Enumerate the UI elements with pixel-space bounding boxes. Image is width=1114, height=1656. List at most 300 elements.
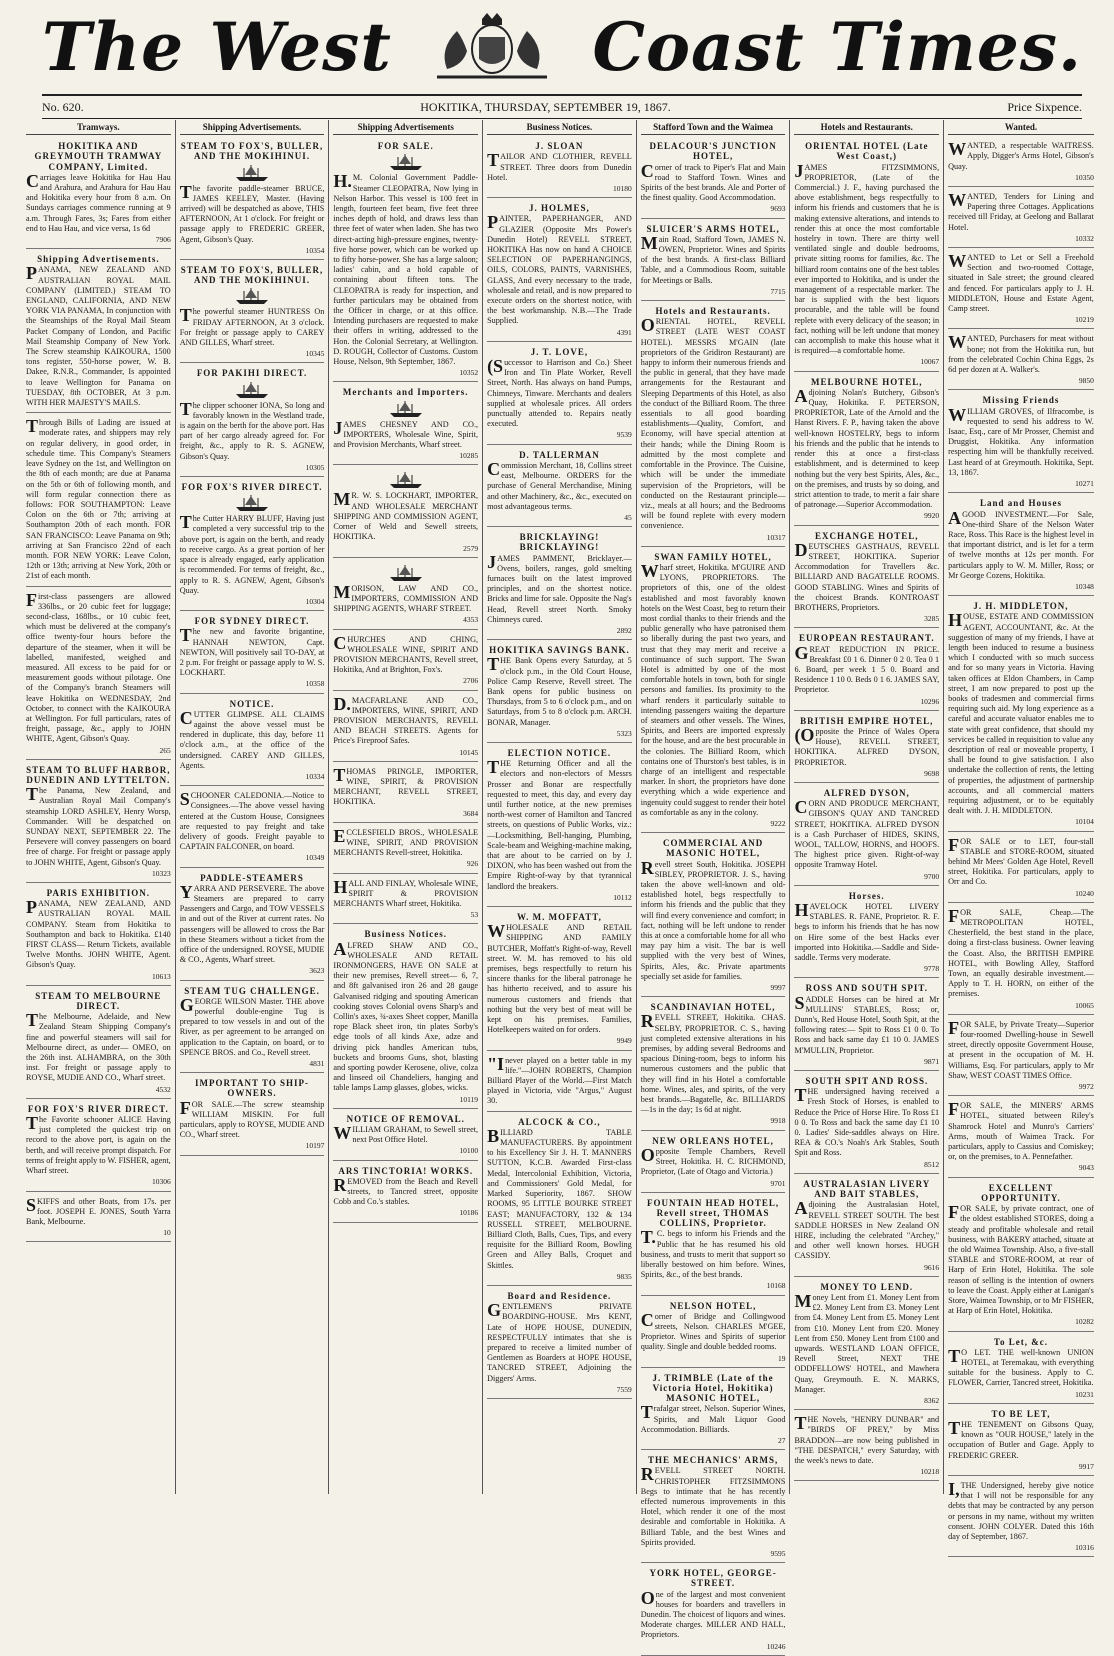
- ad-reference-number: 9539: [616, 430, 632, 440]
- ad-heading: DELACOUR'S JUNCTION HOTEL,: [649, 141, 777, 162]
- ad-reference-number: 10104: [1075, 817, 1094, 827]
- ad-body: JAMES PAMMENT, Bricklayer.—Ovens, boilers, ranges, gold smelting furnaces built on the latest improved principles, and on the shortest notice. Bricks and lime for sale. Opposite the Nag's Head, Revell street North. Smoky Chimneys cured.: [487, 551, 632, 624]
- advertisement: [948, 1406, 1094, 1476]
- ad-reference-number: 9698: [924, 768, 940, 778]
- ad-reference-number: 10350: [1075, 172, 1094, 182]
- advertisement: [487, 529, 632, 640]
- ad-reference-number: 7715: [770, 286, 786, 296]
- ad-reference-number: 10316: [1075, 1543, 1094, 1553]
- ad-body: SCHOONER CALEDONIA.—Notice to Consignees.—The above vessel having entered at the Custom House, Consignees are requested to pay freight and take delivery of goods. Freight payable to CAPTAIN FALCONER, on board.: [179, 789, 325, 852]
- ad-heading: STEAM TO FOX'S, BULLER, AND THE MOKIHINUI.: [180, 141, 324, 162]
- ad-heading: AUSTRALASIAN LIVERY AND BAIT STABLES,: [803, 1178, 931, 1200]
- ad-reference-number: 10613: [151, 971, 171, 981]
- ad-reference-number: 10145: [459, 747, 479, 757]
- advertisement: [641, 221, 786, 301]
- ad-reference-number: 4831: [309, 1059, 325, 1069]
- advertisement: [794, 630, 939, 710]
- ad-reference-number: 9850: [1078, 376, 1094, 386]
- advertisement: [487, 1288, 632, 1399]
- ad-reference-number: 10180: [613, 184, 632, 194]
- advertisement: [180, 365, 325, 477]
- advertisement: [180, 983, 325, 1074]
- advertisement: [26, 138, 171, 249]
- ad-body: THOMAS PRINGLE, IMPORTER, WINE, SPIRIT, & PROVISION MERCHANT, REVELL STREET, HOKITIKA.: [333, 764, 479, 807]
- ad-reference-number: 10282: [1075, 1317, 1094, 1327]
- ad-body: REVELL STREET, Hokitika. CHAS. SELBY, PROPRIETOR. C. S., having just completed extensive alterations in his premises, by adding several Bedrooms and spacious Dining-room, begs to inform his numerous customers and the public that they will find in his Hotel a comfortable home. Wines, ales, and spirits, of the very best brands.—Bagatelle, &c. BILLIARDS—1s in the day; 1s 6d at night.: [640, 1011, 786, 1115]
- ad-heading: EXCELLENT OPPORTUNITY.: [981, 1182, 1061, 1203]
- advertisement: [26, 251, 171, 413]
- advertisement: [641, 1298, 786, 1368]
- advertisement: [641, 1452, 786, 1563]
- ad-reference-number: 10354: [305, 245, 325, 255]
- ad-heading: THE MECHANICS' ARMS,: [647, 1455, 779, 1466]
- ad-reference-number: 53: [470, 910, 479, 920]
- ad-body: JAMES CHESNEY AND CO., IMPORTERS, Wholesale Wine, Spirit, and Provision Merchants, Wharf street.: [333, 417, 479, 450]
- ad-reference-number: 10218: [920, 1467, 940, 1477]
- ad-body: WANTED, Tenders for Lining and Papering three Cottages. Applications received till Friday, at Geelong and Ballarat Hotel.: [948, 190, 1094, 232]
- advertisement: [641, 138, 786, 218]
- advertisement: [180, 1075, 325, 1155]
- ad-body: The new and favorite brigantine, HANNAH NEWTON, Capt. NEWTON, Will positively sail TO-DAY, at 2 p.m. For freight or passage apply to W. S. LOCKHART.: [179, 625, 325, 678]
- ad-body: MORISON, LAW AND CO., IMPORTERS, COMMISSION AND SHIPPING AGENTS, WHARF STREET.: [333, 581, 479, 614]
- ad-body: Carriages leave Hokitika for Hau Hau and Arahura, and Arahura for Hau Hau and Hokitika every hour from 8 a.m. On Sundays carriages commence running at 9 a.m. Through Fares, 3s; Fares from either end to Hau Hau, and vice versa, 1s 6d: [26, 170, 171, 233]
- ad-heading: COMMERCIAL AND MASONIC HOTEL,: [662, 838, 764, 859]
- ship-icon: [234, 494, 270, 512]
- ad-heading: STEAM TUG CHALLENGE.: [184, 985, 320, 996]
- ad-body: GREAT REDUCTION IN PRICE. Breakfast £0 1 6. Dinner 0 2 0. Tea 0 1 6. Board, per week 1 5 0. Board and Residence 1 10 0. Beds 0 1 6. JAMES SAY, Proprietor.: [794, 642, 940, 695]
- ad-body: SKIFFS and other Boats, from 17s. per foot. JOSEPH E. JONES, South Yarra Bank, Melbourne.: [26, 1194, 171, 1226]
- ad-body: REVELL STREET NORTH. CHRISTOPHER FITZSIMMONS Begs to intimate that he has recently effected numerous improvements in this Hotel, which render it one of the most desirable and comfortable in Hokitika. A Billiard Table, and the best Wines and Spirits provided.: [640, 1464, 786, 1547]
- advertisement: [794, 1073, 939, 1174]
- ad-heading: BRICKLAYING! BRICKLAYING!: [519, 532, 600, 553]
- ad-body: FOR SALE, the MINERS' ARMS HOTEL, situated between Riley's Shamrock Hotel and Munro's Carriers' Arms, mouth of Waimea Track. For particulars, apply to Cassius and Comiskey; or, on the premises, to A. Pennefather.: [948, 1099, 1094, 1162]
- advertisement: [180, 262, 325, 363]
- ad-body: GEORGE WILSON Master. THE above powerful double-engine Tug is prepared to tow vessels in and out of the River, as per agreement to be arranged on application to the Captain, on board, or to SPENCE BROS. and Co., Revell street.: [179, 994, 325, 1057]
- ad-body: (Opposite the Prince of Wales Opera House), REVELL STREET, HOKITIKA. ALFRED DYSON, PROPRIETOR.: [794, 724, 940, 767]
- ad-body: FOR SALE.—The screw steamship WILLIAM MISKIN. For full particulars, apply to ROYSE, MUDIE AND CO., Wharf street.: [179, 1097, 325, 1140]
- ad-heading: To Let, &c.: [993, 1336, 1049, 1347]
- advertisement: [948, 1180, 1094, 1332]
- advertisement: [948, 1098, 1094, 1177]
- masthead-word-2: West: [209, 8, 392, 86]
- advertisement: [641, 549, 786, 833]
- advertisement: [794, 1412, 939, 1481]
- ad-body: T.C. begs to inform his Friends and the Public that he has resumed his old business, and trusts to merit that support so liberally bestowed on him before. Wines, Spirits, &c., of the best brands.: [640, 1227, 786, 1280]
- advertisement: [794, 528, 939, 629]
- advertisement: [487, 1114, 632, 1286]
- ad-reference-number: 7559: [616, 1384, 632, 1394]
- ad-body: The Melbourne, Adelaide, and New Zealand Steam Shipping Company's fine and powerful steamers will sail for Melbourne direct, as under— OMEO, on the 26th inst. ALHAMBRA, on the 30th inst. For freight or passage apply to ROYSE, MUDIE AND CO., Wharf street.: [26, 1010, 171, 1083]
- advertisement: [487, 1053, 632, 1112]
- advertisement: [794, 1176, 939, 1277]
- ad-heading: YORK HOTEL, GEORGE-STREET.: [649, 1568, 777, 1589]
- ad-heading: J. TRIMBLE (Late of the Victoria Hotel, Hokitika) MASONIC HOTEL,: [652, 1372, 774, 1404]
- ad-reference-number: 10349: [305, 853, 325, 863]
- ad-body: CORN AND PRODUCE MERCHANT, GIBSON'S QUAY AND TANCRED STREET, HOKITIKA. ALFRED DYSON is a Cash Purchaser of HIDES, SKINS, WOOL, TALLOW, HORNS, and HOOFS. The highest price given. Right-of-way opposite Tramway Hotel.: [794, 797, 940, 870]
- advertisement: [487, 138, 632, 198]
- advertisement: [948, 1017, 1094, 1096]
- advertisement: [948, 392, 1094, 493]
- ad-heading: ROSS AND SOUTH SPIT.: [805, 983, 928, 994]
- ad-heading: STEAM TO MELBOURNE DIRECT.: [35, 990, 162, 1012]
- ad-heading: Missing Friends: [982, 395, 1060, 406]
- ad-body: WANTED to Let or Sell a Freehold Section and two-roomed Cottage, situated in Sale street; the ground cleared and fenced. For particulars apply to J. H. MIDDLETON, House and Estate Agent, Camp street.: [948, 251, 1094, 314]
- ad-reference-number: 10100: [459, 1146, 479, 1156]
- ad-body: The Cutter HARRY BLUFF, Having just completed a very successful trip to the above port, is again on the berth, and ready to receive cargo. As a great portion of her space is already engaged, early application is recommended. For terms of freight, &c., apply to R. S. AGNEW, Agent, Gibson's Quay.: [179, 512, 325, 595]
- ad-body: MR. W. S. LOCKHART, IMPORTER, AND WHOLESALE MERCHANT SHIPPING AND COMMISSION AGENT, Corner of Weld and Sewell streets, HOKITIKA.: [333, 489, 479, 542]
- ad-reference-number: 10231: [1075, 1389, 1094, 1399]
- section-heading: Hotels and Restaurants.: [794, 120, 939, 135]
- advertisement: [333, 467, 478, 557]
- ad-reference-number: 10345: [305, 349, 325, 359]
- ad-reference-number: 10358: [305, 679, 325, 689]
- ad-body: Corner of track to Piper's Flat and Main road to Stafford Town. Wines and Spirits of the best brands. Ale and Porter of the finest quality. Good Accommodation.: [640, 160, 786, 203]
- issue-number: No. 620.: [42, 99, 84, 114]
- ad-heading: TO BE LET,: [991, 1408, 1051, 1419]
- ad-body: Corner of Bridge and Collingwood streets, Nelson. CHARLES M'GEE, Proprietor. Wines and Spirits of superior quality. Single and double bedded rooms.: [640, 1309, 786, 1352]
- advertisement: [948, 189, 1094, 248]
- ad-reference-number: 10186: [459, 1208, 479, 1218]
- ad-body: H.M. Colonial Government Paddle-Steamer CLEOPATRA, Now lying in Nelson Harbor. This vessel is 100 feet in length, fourteen feet beam, five feet three inches depth of hold, and draws less than three feet of water when laden. She has two direct-acting high-pressure engines, twenty-five horse power, which can be worked up to fifty horse-power. She has a large saloon; ladies' cabin, and a hold capable of containing about fifteen tons. The CLEOPATRA is ready for inspection, and further particulars may be obtained from the Officer in charge, or at this office. Intending purchasers are requested to make their offers in writing, addressed to the Hon. the Colonial Secretary, at Wellington. D. ROUGH, Collector of Customs. Custom House, Nelson, 9th September, 1867.: [333, 171, 479, 367]
- ship-icon: [388, 400, 424, 418]
- ad-body: The clipper schooner IONA, So long and favorably known in the Westland trade, is again on the berth for the above port. Has part of her cargo already agreed for. For freight, &c., apply to R. S. AGNEW, Gibson's Quay.: [179, 398, 325, 461]
- ad-reference-number: 10067: [920, 357, 940, 367]
- ad-reference-number: 265: [159, 745, 171, 755]
- ad-body: FOR SALE, by private contract, one of the oldest established STORES, doing a steady and profitable wholesale and retail business, with BAKERY attached, situate at the old Waimea Township. Also, a five-stall STABLE and STORE-ROOM, at rear of Harp of Erin Hotel, Hokitika. The sole reason of selling is the intention of owners to leave the Coast. Apply either at Lanigan's Store, Waimea Township, or to Mr FISHER, at Harp of Erin Hotel, Hokitika.: [948, 1202, 1094, 1316]
- ad-heading: Hotels and Restaurants.: [655, 306, 771, 317]
- ad-reference-number: 8362: [924, 1395, 940, 1405]
- ad-heading: W. M. MOFFATT,: [516, 912, 602, 923]
- ad-body: Opposite Temple Chambers, Revell Street, Hokitika. H. C. RICHMOND, Proprietor, (Late of Otago and Victoria.): [640, 1144, 786, 1177]
- ad-reference-number: 10332: [1075, 233, 1094, 243]
- advertisement: [333, 764, 478, 823]
- ad-heading: EUROPEAN RESTAURANT.: [798, 633, 935, 644]
- advertisement: [794, 1279, 939, 1410]
- ad-heading: Land and Houses: [979, 498, 1062, 509]
- section-heading: Wanted.: [948, 120, 1094, 135]
- ad-body: FOR SALE, Cheap.—The METROPOLITAN HOTEL, Chesterfield, the best stand in the place, doing a first-class business. Owner leaving the Coast. Also, the BRITISH EMPIRE HOTEL, with Bowling Alley, Stafford Town, an equally desirable investment.—Apply to T. H. HORN, on either of the premises.: [948, 905, 1094, 999]
- ad-heading: MONEY TO LEND.: [820, 1281, 914, 1292]
- ad-body: WILLIAM GRAHAM, to Sewell street, next Post Office Hotel.: [333, 1123, 479, 1145]
- ad-heading: SCANDINAVIAN HOTEL,: [650, 1002, 776, 1013]
- ad-reference-number: 926: [466, 859, 479, 869]
- masthead-word-3: Coast: [592, 8, 805, 86]
- ad-heading: NOTICE OF REMOVAL.: [346, 1113, 465, 1124]
- advertisement: [948, 495, 1094, 596]
- ad-heading: ALFRED DYSON,: [823, 787, 910, 798]
- ad-heading: D. TALLERMAN: [519, 449, 600, 460]
- ad-body: The Favorite schooner ALICE Having just completed the quickest trip on record to the above port, is again on the berth, and will receive prompt dispatch. For terms of freight apply to W. FISHER, agent, Wharf street.: [26, 1113, 171, 1176]
- ship-icon: [234, 164, 270, 182]
- ad-body: HOUSE, ESTATE AND COMMISSION AGENT, ACCOUNTANT, &c. At the suggestion of many of my friends, I have at length been induced to resume a business which I conducted with so much success and for so many years in Victoria. Having taken offices at Eldon Chambers, in Camp street, I am now prepared to post up the books of tradesmen and commercial firms requiring such aid. My long experience as a careful and accurate valuator enables me to state with great confidence, that should my services be called in requisition to value any description of real or moveable property, I shall be found to give satisfaction. I also undertake the collection of rents, the letting of properties, the adjustment of partnership accounts, and all commercial matters requiring adjustment, or to be equitably dealt with. J. H. MIDDLETON.: [948, 610, 1094, 816]
- ad-reference-number: 10285: [459, 451, 479, 461]
- ad-heading: MELBOURNE HOTEL,: [811, 376, 923, 387]
- ad-heading: Board and Residence.: [507, 1290, 612, 1301]
- ad-body: D.MACFARLANE AND CO., IMPORTERS, WINE, SPIRIT, AND PROVISION MERCHANTS, REVELL AND BEACH STREETS. Agents for Price's Fireproof Safes.: [333, 693, 479, 746]
- ad-body: HAVELOCK HOTEL LIVERY STABLES. R. FANE, Proprietor. R. F. begs to inform his friends that he has now on Hire some of the best Hacks ever imported into Hokitika.—Saddle and Side-saddle. Terms very moderate.: [794, 900, 940, 963]
- ad-body: I,THE Undersigned, hereby give notice that I will not be responsible for any debts that may be contracted by any person or persons in my name, without my written consent. JOHN COLYER. Dated this 16th day of September, 1867.: [948, 1478, 1094, 1541]
- ad-body: THE Bank Opens every Saturday, at 5 o'clock p.m., in the Old Court House, Police Camp Reserve, Revell street. The Bank opens for public business on Thursdays, from 5 to 6 o'clock p.m., and on Saturdays, from 5 to 8 o'clock p.m. ARCH. BONAR, Manager.: [487, 654, 632, 727]
- ad-heading: FOR FOX'S RIVER DIRECT.: [27, 1103, 169, 1114]
- advertisement: [26, 1194, 171, 1243]
- advertisement: [333, 1111, 478, 1161]
- ad-heading: BRITISH EMPIRE HOTEL,: [800, 715, 934, 726]
- advertisement: [333, 1163, 478, 1223]
- advertisement: [333, 693, 478, 762]
- ad-reference-number: 3285: [924, 614, 940, 624]
- ad-heading: SLUICER'S ARMS HOTEL,: [646, 223, 780, 234]
- ad-heading: HOKITIKA SAVINGS BANK.: [489, 645, 630, 656]
- ad-reference-number: 10112: [613, 892, 632, 902]
- column-4: [483, 120, 637, 1494]
- ad-reference-number: 9920: [924, 511, 940, 521]
- column-6: [790, 120, 944, 1494]
- ad-body: PANAMA, NEW ZEALAND, AND AUSTRALIAN ROYAL MAIL COMPANY. Steam from Hokitika to Southampton and back to Hokitika. £140 FIRST CLASS— Return Tickets, available Twelve Months. JOHN WHITE, Agent. Gibson's Quay.: [26, 897, 171, 970]
- column-3: [329, 120, 483, 1494]
- advertisement: [180, 138, 325, 260]
- ad-reference-number: 2579: [463, 543, 479, 553]
- advertisement: [26, 885, 171, 986]
- ad-body: (Successor to Harrison and Co.) Sheet Iron and Tin Plate Worker, Revell Street, North. Has always on hand Pumps, Chimneys, Tinware. Merchants and dealers supplied at wholesale prices. All orders punctually attended to. Repairs neatly executed.: [487, 356, 632, 429]
- advertisement: [180, 696, 325, 787]
- advertisement: [26, 1101, 171, 1192]
- advertisement: [487, 909, 632, 1051]
- ad-heading: SOUTH SPIT AND ROSS.: [805, 1076, 929, 1087]
- ad-reference-number: 10352: [459, 368, 479, 378]
- ship-icon: [388, 153, 424, 171]
- advertisement: [26, 762, 171, 883]
- dateline: [42, 94, 1082, 119]
- advertisement: [948, 1478, 1094, 1557]
- ad-body: CUTTER GLIMPSE. ALL CLAIMS against the above vessel must be rendered in duplicate, this day, before 11 o'clock a.m., at the office of the undersigned. CAREY AND GILLES, Agents.: [179, 707, 325, 770]
- advertisement: [180, 788, 325, 867]
- ad-body: ECCLESFIELD BROS., WHOLESALE WINE, SPIRIT, AND PROVISION MERCHANTS Revell-street, Hokitika.: [333, 825, 479, 858]
- ad-body: SADDLE Horses can be hired at Mr MULLINS' STABLES, Ross; or, Dunn's, Red House Hotel, South Spit, at the following rates:— Spit to Ross £1 0 0. To Ross and back same day £1 10 0. JAMES M'MULLIN, Proprietor.: [794, 992, 940, 1055]
- ad-reference-number: 4391: [616, 327, 632, 337]
- ad-reference-number: 9918: [770, 1116, 786, 1126]
- ad-reference-number: 2706: [463, 676, 479, 686]
- ad-reference-number: 9616: [924, 1262, 940, 1272]
- advertisement: [948, 1334, 1094, 1404]
- ad-reference-number: 9701: [770, 1178, 786, 1188]
- ad-reference-number: 27: [777, 1435, 786, 1445]
- advertisement: [333, 560, 478, 630]
- ad-body: THE Returning Officer and all the electors and non-electors of Messrs Prosser and Bonar are respectfully requested to meet, this day, and every day until further notice, at the new premises north-west corner of Hamilton and Tancred streets, on questions of Public Works, viz.:—Locksmithing, Bell-hanging, Plumbing, Scale-beam and Weighing-machine making, that are about to be carried on by J. DIXON, who has been washed out from the Empire Right-of-way by that tyrannical landlord the breakers.: [487, 757, 632, 891]
- advertisement: [333, 384, 478, 465]
- ad-body: The Panama, New Zealand, and Australian Royal Mail Company's steamship LORD ASHLEY, Henry Worsp, Commander. Will be despatched on SUNDAY NEXT, SEPTEMBER 22. The Persevere will convey passengers on board free of charge. For freight or passage apply to JOHN WHITE, Agent, Gibson's Quay.: [26, 784, 171, 867]
- ad-body: FOR SALE or to LET, four-stall STABLE and STORE-ROOM, situated behind Mr Mees' Golden Age Hotel, Revell street, Hokitika. For particulars, apply to Orr and Co.: [948, 834, 1094, 887]
- section-heading: Stafford Town and the Waimea: [641, 120, 786, 135]
- ad-heading: NEW ORLEANS HOTEL,: [652, 1135, 774, 1146]
- ad-reference-number: 5323: [616, 728, 632, 738]
- advertisement: [333, 825, 478, 874]
- ad-heading: NOTICE.: [229, 698, 275, 709]
- ad-body: WHOLESALE AND RETAIL SHIPPING AND FAMILY BUTCHER, Moffatt's Right-of-way, Revell street. W. M. has removed to his old premises, begs respectfully to return his sincere thanks for the liberal patronage he has hitherto received, and to assure his numerous customers and friends that nothing but the very best of meat will be kept on his premises. Families, Hotelkeepers waited on for orders.: [487, 921, 632, 1035]
- advertisement: [180, 479, 325, 611]
- ad-reference-number: 10168: [766, 1281, 786, 1291]
- ad-heading: ORIENTAL HOTEL (Late West Coast,): [805, 141, 929, 162]
- ad-heading: PADDLE-STEAMERS: [200, 872, 304, 883]
- advertisement: [641, 1133, 786, 1193]
- ad-body: WANTED, Purchasers for meat without bone; not from the Hokitika run, but from the celebrated Cochin China Eggs, 2s 6d per dozen at A. Walker's.: [948, 332, 1094, 375]
- ad-body: WILLIAM GROVES, of Ilfracombe, is requested to send his address to W. Isaac, Esq., care of Mr Prosser, Chemist and Druggist, Hokitika. Any information respecting him will be thankfully received. Last heard of at Greymouth. Hokitika, Sept. 13, 1867.: [948, 404, 1094, 477]
- ad-body: ALFRED SHAW AND CO., WHOLESALE AND RETAIL IRONMONGERS, HAVE ON SALE at their new premises, Revell street— 6, 7, and 8ft galvanised iron 26 and 28 gauge Galvanised ridging and spouting American cooking stoves Colonial ovens Sharp's and Collin's axes, ¾-axes Sheet copper, Manilla rope Black sheet iron, tin plates Sorby's edge tools of all kinds Axe, adze and driving pick handles American tubs, buckets and brooms Guns, shot, blasting and sporting powder Kerosene, olive, colza and linseed oil Chandeliers, hanging and table lamps Lamp glasses, globes, wicks.: [333, 938, 479, 1093]
- ad-heading: PARIS EXHIBITION.: [46, 888, 151, 899]
- ad-reference-number: 9693: [770, 204, 786, 214]
- ad-heading: STEAM TO FOX'S, BULLER, AND THE MOKIHINUI.: [180, 265, 324, 286]
- advertisement: [641, 835, 786, 997]
- ad-reference-number: 10: [163, 1228, 171, 1238]
- ad-body: TAILOR AND CLOTHIER, REVELL STREET. Three doors from Dunedin Hotel.: [487, 150, 632, 182]
- advertisement: [487, 642, 632, 743]
- advertisement: [180, 613, 325, 693]
- ad-reference-number: 4532: [155, 1084, 171, 1094]
- ad-body: REMOVED from the Beach and Revell streets, to Tancred street, opposite Cobb and Co.'s stables.: [333, 1174, 479, 1207]
- ad-body: Main Road, Stafford Town, JAMES N. OWEN, Proprietor. Wines and Spirits of the best brands. A first-class Billiard Table, and a Commodious Room, suitable for Meetings or Balls.: [640, 232, 786, 285]
- ad-reference-number: 10246: [766, 1641, 786, 1651]
- ad-heading: J. SLOAN: [535, 141, 584, 152]
- ad-heading: Merchants and Importers.: [342, 387, 469, 398]
- masthead-word-4: Times.: [829, 8, 1082, 86]
- ad-body: First-class passengers are allowed 336lbs., or 20 cubic feet for luggage; second-class, 168lbs., or 10 cubic feet, which must be delivered at the company's office twenty-four hours before the departure of the steamer, when it will be labelled, manifested, weighed and measured. All excess to be paid for or measurement goods without pilotage. One of the Company's branch Steamers will leave Hokitika on WEDNESDAY, 2nd October, to connect with the KAIKOURA at Wellington. For full particulars, rates of freight, passage, &c., apply to JOHN WHITE, Agent, Gibson's Quay.: [26, 589, 171, 744]
- advertisement: [948, 905, 1094, 1015]
- ad-reference-number: 2892: [616, 625, 632, 635]
- advertisement: [26, 415, 171, 586]
- ad-reference-number: 9972: [1078, 1082, 1094, 1092]
- ad-body: Adjoining Nolan's Butchery, Gibson's Quay, Hokitika. F. PETERSON, PROPRIETOR, Late of the Arnold and the Hanst Rivers. F. P., having taken the above well-known HOSTELRY, begs to inform his friends and the public that he intends to render this at once a first-class establishment, and is determined to keep nothing but the very best Spirits, Ales, &c., on the premises, and trusts by so doing, and strict attention to trade, to merit a fair share of patronage.—Superior Accommodation.: [794, 385, 940, 510]
- ad-body: Wharf street, Hokitika. M'GUIRE AND LYONS, PROPRIETORS. The proprietors of this, one of the oldest established and most favorably known hotels on the West Coast, beg to return their most cordial thanks to their friends and the public generally who have patronised them so liberally during the past two years, and trust that they may merit and receive a continuance of such support. The Swan Hotel is admitted by one of the most comfortable hotels in town, both for single persons and families. Its proximity to the wharf renders it particularly suitable to intending passengers waiting the departure of steamers and other vessels. The Wines, Spirits, and Beers are imported expressly for the house, and are the best procurable in the colonies. The Billiard Room, which contains one of Thurston's best tables, is in charge of an intelligent and respectable marker. In short, the proprietors have done everything which a wide experience and ingenuity could suggest to render their hotel as comfortable as any in the colony.: [640, 560, 786, 817]
- ad-reference-number: 10348: [1075, 581, 1094, 591]
- ad-body: BILLIARD TABLE MANUFACTURERS. By appointment to his Excellency Sir J. H. T. MANNERS SUTTON, K.C.B. Awarded First-class Medal, Intercolonial Exhibition, Victoria, and Commissioners' Gold Medal, for Marked Superiority, 1867. SHOW ROOMS, 95 LITTLE BOURKE STREET EAST; MANUFACTORY, 132 & 134 RUSSELL STREET, MELBOURNE. Billiard Cloth, Balls, Cues, Tips, and every requisite for the Billiard Room, Bowling Green and Alley Balls, Croquet and Skittles.: [487, 1125, 632, 1270]
- ad-body: Adjoining the Australasian Hotel, REVELL STREET SOUTH. The best SADDLE HORSES in New Zealand ON HIRE, including the celebrated "Archey," and other well known horses. HUGH CASSIDY.: [794, 1198, 940, 1261]
- advertisement: [794, 374, 939, 526]
- ad-body: Trafalgar street, Nelson. Superior Wines, Spirits, and Malt Liquor Good Accommodation. Billiards.: [640, 1402, 786, 1434]
- ad-reference-number: 4353: [463, 615, 479, 625]
- ad-body: WANTED, a respectable WAITRESS. Apply, Digger's Arms Hotel, Gibson's Quay.: [948, 139, 1094, 171]
- column-1: [22, 120, 176, 1494]
- ad-heading: SWAN FAMILY HOTEL,: [654, 551, 772, 562]
- ad-body: Money Lent from £1. Money Lent from £2. Money Lent from £3. Money Lent from £4. Money Lent from £5. Money Lent from £10. Money Lent from £20. Money Lent from £50. Money Lent from £100 and upwards. WESTLAND LOAN OFFICE, Revell Street, NEXT THE ODDFELLOWS' HOTEL, and Mawhera Quay, Greymouth. E. N. MARKS, Manager.: [794, 1290, 940, 1394]
- ad-body: Through Bills of Lading are issued at moderate rates, and shippers may rely on regular delivery, in good order, in schedule time. This Company's Steamers leave Sydney on the 1st, and Wellington on the 8th of each month; are due at Panama on the 5th or 6th of following month, and will form regular connection there as follows: FOR SOUTHAMPTON: Leave Colon on the 6th or 7th; arriving at Southampton 20th of each month. FOR SAN FRANCISCO: Leave Panama on 9th; arriving at San Francisco 22nd of each month. FOR NEW YORK: Leave Colon, 12th or 13th; arriving at New York, 20th or 21st of each month.: [26, 416, 171, 581]
- ad-reference-number: 10323: [151, 868, 171, 878]
- ad-heading: FOR PAKIHI DIRECT.: [196, 368, 308, 379]
- ad-body: Commission Merchant, 18, Collins street east, Melbourne. ORDERS for the purchase of General Merchandise, Mining and other Machinery, &c., &c., executed on most advantageous terms.: [487, 458, 632, 511]
- ad-reference-number: 10119: [459, 1094, 479, 1104]
- advertisement: [794, 980, 939, 1071]
- ad-reference-number: 10304: [305, 596, 325, 606]
- ad-heading: J. HOLMES,: [529, 203, 590, 214]
- column-2: [176, 120, 330, 1494]
- ad-heading: EXCHANGE HOTEL,: [815, 530, 919, 541]
- ad-body: THE Novels, "HENRY DUNBAR" and "BIRDS OF PREY," by Miss BRADDON—are now being published in "THE DESPATCH," every Saturday, with the week's news to date.: [794, 1413, 940, 1465]
- ship-icon: [388, 564, 424, 582]
- masthead: [42, 8, 1082, 86]
- ad-reference-number: 10271: [1075, 479, 1094, 489]
- ad-heading: FOR SALE.: [377, 141, 434, 152]
- ad-reference-number: 8512: [924, 1159, 940, 1169]
- ad-reference-number: 9997: [770, 983, 786, 993]
- masthead-word-1: The: [42, 8, 185, 86]
- ad-body: DEUTSCHES GASTHAUS, REVELL STREET, HOKITIKA. Superior Accommodation for Travellers &c. BILLIARD AND BAGATELLE ROOMS. GOOD STABLING. Wines and Spirits of the choicest Brands. KONTROAST BROTHERS, Proprietors.: [794, 539, 940, 612]
- ad-heading: NELSON HOTEL,: [669, 1300, 757, 1311]
- ad-body: One of the largest and most convenient houses for boarders and travellers in Dunedin. The choicest of liquors and wines. Moderate charges. MILLER AND HALL, Proprietors.: [640, 1587, 786, 1640]
- ad-body: PANAMA, NEW ZEALAND AND AUSTRALIAN ROYAL MAIL COMPANY (LIMITED.) STEAM TO ENGLAND, CALIFORNIA, AND NEW YORK VIA PANAMA, In conjunction with the Steamships of the Royal Mail Steam Packet Company of London, and Pacific Mail Steamship Company of New York. The Screw steamship KAIKOURA, 1500 tons register, 550-horse power, W. B. Dakee, R.N.R., Commander, Is appointed to leave Wellington for Panama on TUESDAY, 8th OCTOBER, At 3 p.m. WITH HER MAJESTY'S MAILS.: [26, 263, 171, 408]
- ship-icon: [234, 287, 270, 305]
- advertisement: [26, 589, 171, 760]
- ad-reference-number: 10306: [151, 1177, 171, 1187]
- advertisement: [948, 598, 1094, 831]
- advertisement: [641, 999, 786, 1130]
- advertisement: [487, 447, 632, 527]
- advertisement: [948, 331, 1094, 390]
- ad-heading: ARS TINCTORIA! WORKS.: [338, 1165, 474, 1176]
- ad-reference-number: 9043: [1078, 1163, 1094, 1173]
- ad-reference-number: 9949: [616, 1036, 632, 1046]
- advertisement: [487, 200, 632, 342]
- ad-body: THE TENEMENT on Gibsons Quay, known as "OUR HOUSE," lately in the occupation of Butler and Gage. Apply to FREDERIC GREER.: [948, 1417, 1094, 1460]
- ad-body: ORIENTAL HOTEL, REVELL STREET (LATE WEST COAST HOTEL). MESSRS M'GAIN (late proprietors of the Gridiron Restaurant) are happy to inform their numerous friends and the public in general, that they have made arrangements for the Restaurant and Sleeping Departments of this Hotel, as also the conduct of the Billiard Room. The three essentials to all good boarding establishments—Quality, Comfort, and Economy, will have special attention at their hands; while the Dining Room is admitted by the most complete and comfortable in the Province. The Cuisine, which will be under the immediate supervision of the Proprietors, will be conducted on the Restaurant principle—viz., meals at all hours; and the Bedrooms will be found replete with every modern convenience.: [640, 315, 786, 531]
- advertisement: [333, 926, 478, 1108]
- ad-reference-number: 9700: [924, 871, 940, 881]
- ad-reference-number: 10317: [766, 532, 786, 542]
- advertisement: [948, 138, 1094, 187]
- ad-heading: FOUNTAIN HEAD HOTEL, Revell street, THOMAS COLLINS, Proprietor.: [647, 1197, 780, 1229]
- ad-body: The powerful steamer HUNTRESS On FRIDAY AFTERNOON, At 3 o'clock. For freight or passage apply to CAREY AND GILLES, Wharf street.: [179, 305, 325, 348]
- advertisement: [333, 876, 478, 925]
- ad-body: CHURCHES AND CHING, WHOLESALE WINE, SPIRIT AND PROVISION MERCHANTS, Revell street, Hokitika, And at Brighton, Fox's.: [333, 632, 479, 675]
- ad-heading: Business Notices.: [364, 929, 447, 940]
- ad-body: Revell street South, Hokitika. JOSEPH SIBLEY, PROPRIETOR. J. S., having taken the above well-known and old-established hotel, begs respectfully to inform his friends and the public that they will find every convenience and comfort; in fact, nothing will be left undone to render this at once a comfortable home for all who may pay him a visit. The bar is well supplied with the very best of Wines, Spirits, Ales, &c. Private apartments specially set aside for families.: [640, 857, 786, 981]
- advertisement: [333, 632, 478, 691]
- ad-heading: STEAM TO BLUFF HARBOR, DUNEDIN AND LYTTELTON.: [26, 764, 171, 785]
- ad-reference-number: 19: [777, 1353, 786, 1363]
- ad-body: GENTLEMEN'S PRIVATE BOARDING-HOUSE. Mrs KENT, Late of HOPE HOUSE, DUNEDIN, RESPECTFULLY intimates that she is prepared to receive a limited number of Gentlemen as Boarders at HOPE HOUSE, TANCRED STREET, Adjoining the Diggers' Arms.: [487, 1300, 632, 1383]
- ad-reference-number: 10296: [920, 696, 940, 706]
- ad-reference-number: 10197: [305, 1141, 325, 1151]
- advertisement: [948, 250, 1094, 329]
- ad-reference-number: 9222: [770, 819, 786, 828]
- ad-body: THE undersigned having received a Fresh Stock of Horses, is enabled to Reduce the Price of Horse Hire. To Ross £1 0 0. To Ross and back the same day £1 10 0. Ladies' Side-saddles always on Hire. REA & CO.'s Noah's Ark Stables, South Spit and Ross.: [794, 1085, 940, 1158]
- ad-reference-number: 3623: [309, 966, 325, 976]
- ad-reference-number: 9835: [616, 1271, 632, 1281]
- ad-reference-number: 3684: [463, 808, 479, 818]
- ad-reference-number: 9871: [924, 1056, 940, 1066]
- advertisement: [26, 988, 171, 1099]
- advertisement: [180, 870, 325, 981]
- section-heading: Shipping Advertisements: [333, 120, 478, 135]
- ad-heading: FOR SYDNEY DIRECT.: [194, 616, 310, 627]
- advertisement: [641, 1195, 786, 1296]
- ad-body: JAMES FITZSIMMONS, PROPRIETOR, (Late of the Commercial.) J. F., having purchased the above establishment, begs respectfully to inform his friends and customers that he is making extensive alterations, and intends to render this at once the most comfortable hostelry in town. There are thirty well ventilated single and double bedrooms, private sitting rooms for families, &c. The billiard room contains one of the best tables ever imported to Hokitika, and is under the management of a respectable marker. The bar is supplied with the best liquors procurable, and the table will be found replete with every delicacy of the season; in fact, nothing will be left undone that money can accomplish to make this house what it is required—a comfortable home.: [794, 160, 940, 356]
- ad-reference-number: 9595: [770, 1549, 786, 1558]
- advertisement: [794, 713, 939, 783]
- ad-body: TO LET. THE well-known UNION HOTEL, at Teremakau, with everything suitable for the business. Apply to C. FLOWER, Carrier, Tancred street, Hokitika.: [948, 1345, 1094, 1388]
- ship-icon: [388, 471, 424, 489]
- ad-body: FOR SALE, by Private Treaty—Superior four-roomed Dwelling-house in Sewell street, directly opposite Government House, at present in the occupation of M. H. Williams, Esq. For particulars, apply to Mr Shaw, WEST COAST TIMES Office.: [948, 1017, 1094, 1080]
- ad-reference-number: 9778: [924, 964, 940, 974]
- advertisement: [487, 745, 632, 907]
- advertisement: [487, 344, 632, 445]
- section-heading: Shipping Advertisements.: [180, 120, 325, 135]
- ad-heading: HOKITIKA AND GREYMOUTH TRAMWAY COMPANY, Limited.: [34, 141, 163, 172]
- ad-heading: IMPORTANT TO SHIP-OWNERS.: [195, 1078, 310, 1099]
- ad-body: "Inever played on a better table in my life."—JOHN ROBERTS, Champion Billiard Player of the World.—First Match played in Victoria, vide "Argus," August 30.: [487, 1053, 632, 1106]
- place-and-date: HOKITIKA, THURSDAY, SEPTEMBER 19, 1867.: [420, 99, 671, 114]
- royal-coat-of-arms-icon: [417, 9, 567, 85]
- ad-body: AGOOD INVESTMENT.—For Sale, One-third Share of the Nelson Water Race, Ross. This Race is the highest level in that important district, and is let for a term of twelve months at 12s per month. For particulars apply to W. M. Miller, Ross; or Mr George Cozens, Hokitika.: [948, 507, 1094, 580]
- ad-reference-number: 10240: [1075, 888, 1094, 898]
- advertisement: [948, 834, 1094, 903]
